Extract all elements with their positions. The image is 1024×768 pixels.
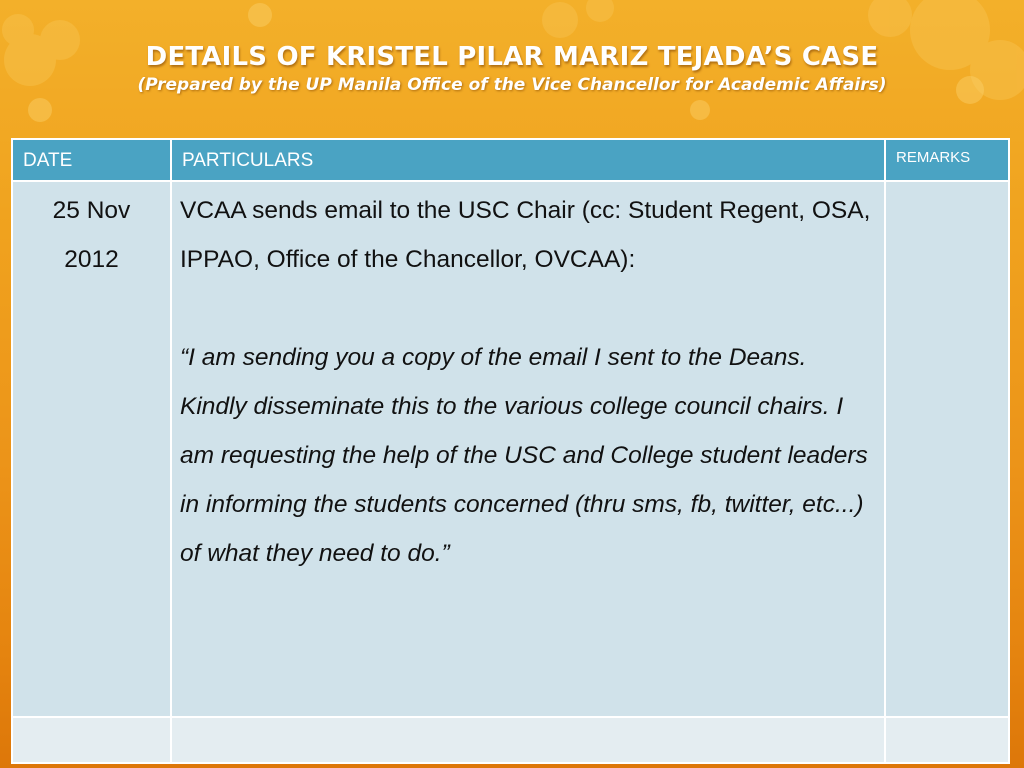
- header-particulars-label: PARTICULARS: [182, 150, 314, 171]
- case-details-table: [11, 138, 1010, 764]
- date-year: 2012: [64, 246, 119, 273]
- particulars-quote: “I am sending you a copy of the email I sent to the Deans. Kindly disseminate this to the various college council chairs. I am requesting the help of the USC and College student leaders in informing the students concerned (thru sms, fb, twitter, etc...) of what they need to do.”: [180, 344, 868, 567]
- remarks-cell: [885, 181, 1009, 717]
- header-date-label: DATE: [23, 150, 73, 171]
- table-header-row: [12, 139, 1009, 181]
- header-remarks-label: REMARKS: [896, 149, 971, 166]
- particulars-text: VCAA sends email to the USC Chair (cc: Student Regent, OSA, IPPAO, Office of the Chancellor, OVCAA):: [180, 197, 871, 273]
- slide-title: DETAILS OF KRISTEL PILAR MARIZ TEJADA’S CASE: [145, 42, 879, 72]
- slide-header: [0, 40, 1024, 96]
- date-day-month: 25 Nov: [52, 197, 131, 224]
- table-row: [12, 181, 1009, 717]
- empty-remarks-cell: [885, 717, 1009, 763]
- header-remarks: [885, 139, 1009, 181]
- empty-date-cell: [12, 717, 171, 763]
- header-particulars: [171, 139, 885, 181]
- date-cell: [12, 181, 171, 717]
- table-row-empty: [12, 717, 1009, 763]
- header-date: [12, 139, 171, 181]
- slide-subtitle: (Prepared by the UP Manila Office of the Vice Chancellor for Academic Affairs): [137, 75, 887, 95]
- particulars-cell: [171, 181, 885, 717]
- empty-particulars-cell: [171, 717, 885, 763]
